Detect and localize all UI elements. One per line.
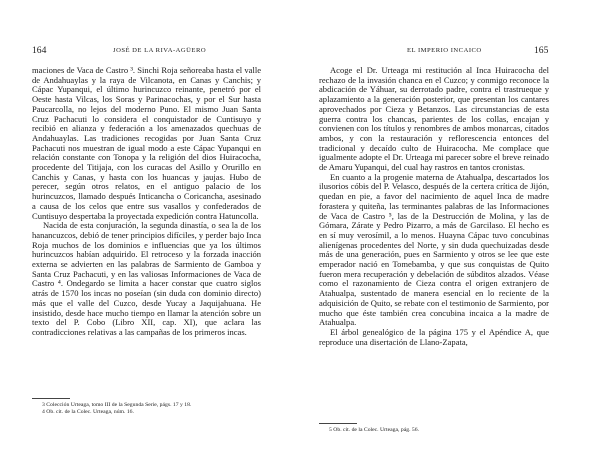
right-page (300, 0, 600, 458)
left-running-head: JOSÉ DE LA RIVA-AGÜERO (113, 47, 207, 54)
left-paragraph: Nacida de esta conjuración, la segunda dinastía, o sea la de los hanancuzcos, debió de tener principios difíciles, y perder bajo Inca Roja muchos de los dominios e influencias que ya los últimos hurincuzcos habían adquirido. El retroceso y la forzada inacción externa se advierten en las palabras de Sarmiento de Gamboa y Santa Cruz Pachacuti, y en las valiosas Informaciones de Vaca de Castro ⁴. Ondegardo se limita a hacer constar que cuatro siglos atrás de 1570 los incas no poseían (sin duda con dominio directo) más que el valle del Cuzco, desde Yucay a Jaquijahuana. He insistido, desde hace mucho tiempo en llamar la atención sobre un texto del P. Cobo (Libro XII, cap. XI), que aclara las contradicciones relativas a las campañas de los primeros incas. (32, 220, 261, 337)
right-footnotes (319, 427, 549, 434)
left-paragraph: maciones de Vaca de Castro ³. Sinchi Roja señoreaba hasta el valle de Andahuaylas y la raya de Vilcanota, en Canas y Canchis; y Cápac Yupanqui, el último hurincuzco reinante, penetró por el Oeste hasta Vilcas, los Soras y Parinacochas, y por el Sur hasta Paucarcolla, no lejos del moderno Puno. El mismo Juan Santa Cruz Pachacuti lo considera el conquistador de Cuntisuyo y recibió en alianza y federación a los amenazados quechuas de Andahuaylas. Las tradiciones recogidas por Juan Santa Cruz Pachacuti nos muestran de igual modo a este Cápac Yupanqui en relación constante con Tonopa y la religión del dios Huiracocha, procedente del Titijaja, con los curacas del Asillo y Orurillo en Canchis y Canas, y hasta con los huancas y jaujas. Hubo de perecer, según otros relatos, en el antiguo palacio de los hurincuzcos, llamado después Inticancha o Coricancha, asesinado a causa de los celos que entre sus vasallos y confederados de Cuntisuyo despertaba la proyectada expedición contra Hatuncolla. (32, 65, 261, 221)
right-paragraph: Acoge el Dr. Urteaga mi restitución al Inca Huiracocha del rechazo de la invasión chanca en el Cuzco; y conmigo reconoce la abdicación de Yáhuar, su derrotado padre, contra el trastrueque y aplazamiento a la generación posterior, que presentan los cantares aprovechados por Cieza y Betanzos. Las circunstancias de esta guerra contra los chancas, parientes de los collas, encajan y convienen con los títulos y renombres de ambos monarcas, citados ambos, y con la restauración y reflorescencia entonces del tradicional y decaído culto de Huiracocha. Me complace que igualmente adopte el Dr. Urteaga mi parecer sobre el breve reinado de Amaru Yupanqui, del cual hay rastros en tantos cronistas. (319, 65, 549, 173)
left-footnote-rule (32, 398, 70, 399)
right-page-number: 165 (534, 45, 549, 56)
left-footnotes (32, 402, 261, 417)
right-paragraph: En cuanto a la progenie materna de Atahualpa, descartados los ilusorios cóbis del P. Velasco, después de la certera crítica de Jijón, quedan en pie, a favor del nacimiento de aquel Inca de madre forastera y quiteña, las terminantes palabras de las Informaciones de Vaca de Castro ⁵, las de la Destrucción de Molina, y las de Gómara, Zárate y Pedro Pizarro, a más de Garcilaso. El hecho es en sí muy verosímil, a lo menos. Huayna Cápac tuvo concubinas alienígenas procedentes del Norte, y sin duda quechuizadas desde más de una generación, pues en Sarmiento y otros se lee que este emperador nació en Tomebamba, y que sus conquistas de Quito fueron mera recuperación y debelación de súbditos alzados. Véase como el razonamiento de Cieza contra el origen extranjero de Atahualpa, sustentado de manera esencial en lo reciente de la adquisición de Quito, se rebate con el testimonio de Sarmiento, por mucho que éste también crea concubina incaica a la madre de Atahualpa. (319, 171, 549, 328)
footnote: 3 Colección Urteaga, tomo III de la Segunda Serie, págs. 17 y 18. (42, 402, 192, 408)
footnote: 4 Ob. cit. de la Colec. Urteaga, núm. 16. (42, 409, 134, 416)
left-page-number: 164 (32, 45, 47, 56)
left-body-text (32, 66, 261, 338)
right-body-text (319, 66, 549, 347)
right-footnote-rule (319, 423, 357, 424)
right-running-head: EL IMPERIO INCAICO (407, 47, 482, 54)
right-paragraph: El árbol genealógico de la página 175 y el Apéndice A, que reproduce una disertación de Llano-Zapata, (319, 326, 549, 347)
footnote: 5 Ob. cit. de la Colec. Urteaga, pág. 56. (329, 427, 420, 433)
